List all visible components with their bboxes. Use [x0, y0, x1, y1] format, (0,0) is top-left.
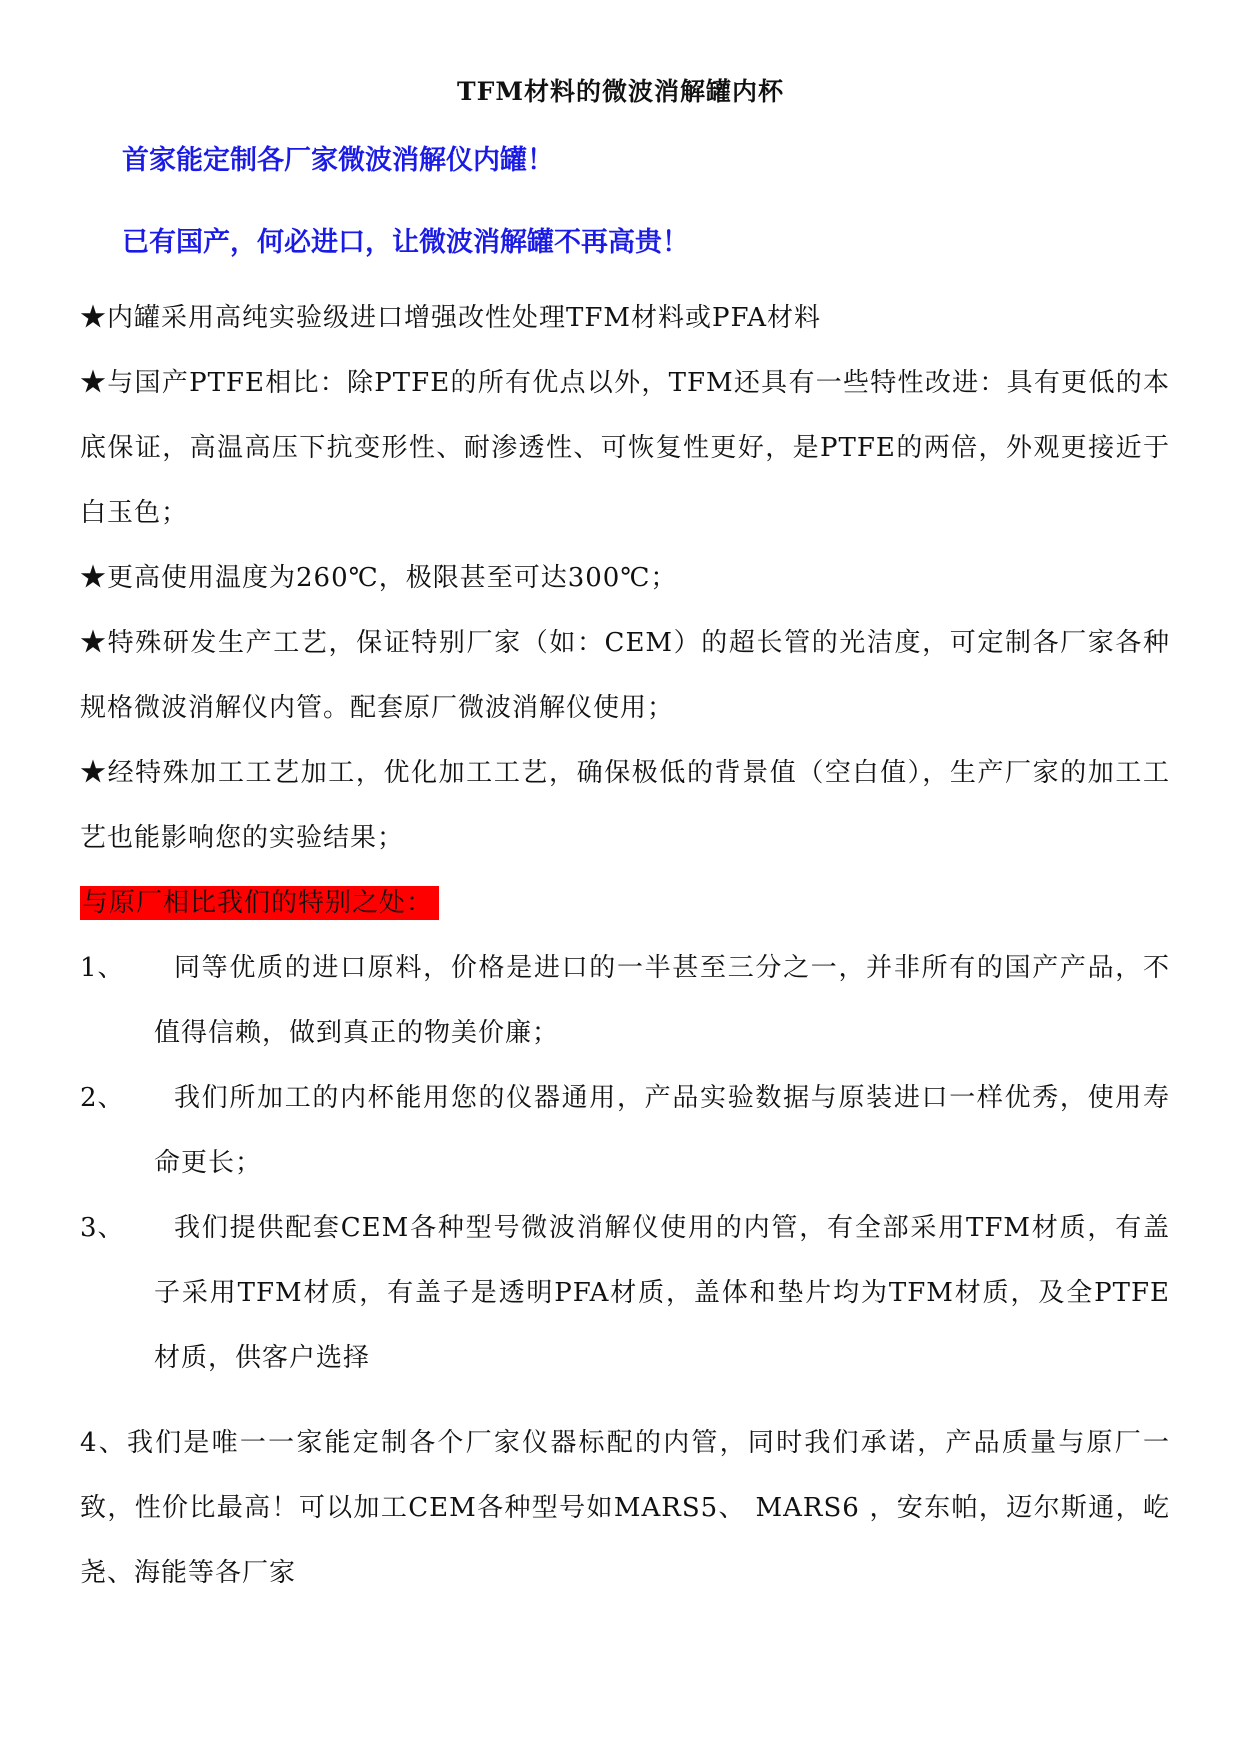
- list-item: [80, 936, 1170, 1066]
- feature-paragraph: ★内罐采用高纯实验级进口增强改性处理TFM材料或PFA材料: [80, 303, 822, 333]
- feature-paragraph: ★经特殊加工工艺加工，优化加工工艺，确保极低的背景值（空白值），生产厂家的加工工艺也能影响您的实验结果；: [80, 758, 1170, 853]
- slogan-domestic: 已有国产，何必进口，让微波消解罐不再高贵！: [122, 227, 689, 258]
- document-title: TFM材料的微波消解罐内杯: [456, 77, 785, 106]
- spacer: [80, 1391, 1170, 1411]
- list-text: 我们所加工的内杯能用您的仪器通用，产品实验数据与原装进口一样优秀，使用寿命更长；: [154, 1083, 1170, 1178]
- list-text: 我们提供配套CEM各种型号微波消解仪使用的内管，有全部采用TFM材质，有盖子采用TFM材质，有盖子是透明PFA材质，盖体和垫片均为TFM材质，及全PTFE材质，供客户选择: [154, 1213, 1170, 1373]
- feature-paragraph: ★更高使用温度为260℃，极限甚至可达300℃；: [80, 563, 678, 593]
- list-text: 同等优质的进口原料，价格是进口的一半甚至三分之一，并非所有的国产产品，不值得信赖，做到真正的物美价廉；: [154, 953, 1170, 1048]
- slogan-custom: 首家能定制各厂家微波消解仪内罐！: [122, 145, 554, 176]
- list-number: 1、: [80, 953, 125, 983]
- feature-paragraph: ★与国产PTFE相比：除PTFE的所有优点以外，TFM还具有一些特性改进：具有更低的本底保证，高温高压下抗变形性、耐渗透性、可恢复性更好，是PTFE的两倍，外观更接近于白玉色；: [80, 368, 1170, 528]
- list-item: [80, 1196, 1170, 1391]
- document-body: [80, 286, 1170, 1606]
- list-item: [80, 1066, 1170, 1196]
- final-paragraph: 4、我们是唯一一家能定制各个厂家仪器标配的内管，同时我们承诺，产品质量与原厂一致，性价比最高！可以加工CEM各种型号如MARS5、 MARS6 ，安东帕，迈尔斯通，屹尧、海能等各厂家: [80, 1428, 1170, 1588]
- feature-paragraph: ★特殊研发生产工艺，保证特别厂家（如：CEM）的超长管的光洁度，可定制各厂家各种规格微波消解仪内管。配套原厂微波消解仪使用；: [80, 628, 1170, 723]
- list-number: 3、: [80, 1213, 125, 1243]
- highlight-heading-row: [80, 871, 1170, 936]
- highlight-heading: 与原厂相比我们的特别之处：: [80, 886, 439, 920]
- list-number: 2、: [80, 1083, 125, 1113]
